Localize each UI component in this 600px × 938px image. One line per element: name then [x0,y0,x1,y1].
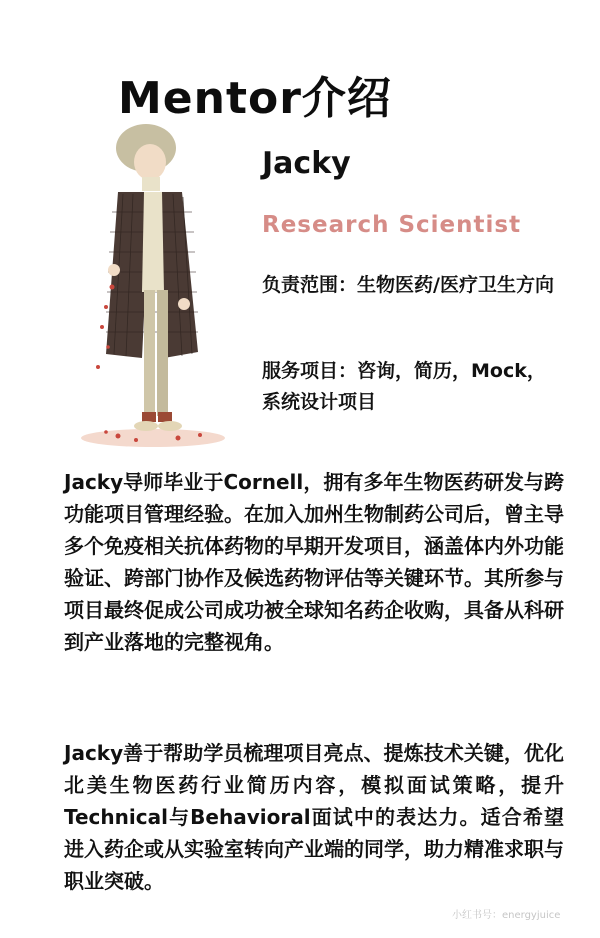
mentor-name: Jacky [262,146,351,181]
bio-paragraph-1: Jacky导师毕业于Cornell，拥有多年生物医药研发与跨功能项目管理经验。在加入加州生物制药公司后，曾主导多个免疫相关抗体药物的早期开发项目，涵盖体内外功能验证、跨部门协作及候选药物评估等关键环节。其所参与项目最终促成公司成功被全球知名药企收购，具备从科研到产业落地的完整视角。 [64,470,564,654]
bio-paragraph-2: Jacky善于帮助学员梳理项目亮点、提炼技术关键，优化北美生物医药行业简历内容，模拟面试策略，提升Technical与Behavioral面试中的表达力。适合希望进入药企或从实验室转向产业端的同学，助力精准求职与职业突破。 [64,741,564,893]
mentor-services: 服务项目：咨询，简历，Mock，系统设计项目 [262,360,546,413]
watermark: 小红书号：energyjuice [452,910,561,921]
mentor-scope: 负责范围：生物医药/医疗卫生方向 [262,274,554,296]
mentor-illustration [78,122,228,452]
page-title: Mentor介绍 [118,73,392,124]
mentor-role: Research Scientist [262,212,522,238]
